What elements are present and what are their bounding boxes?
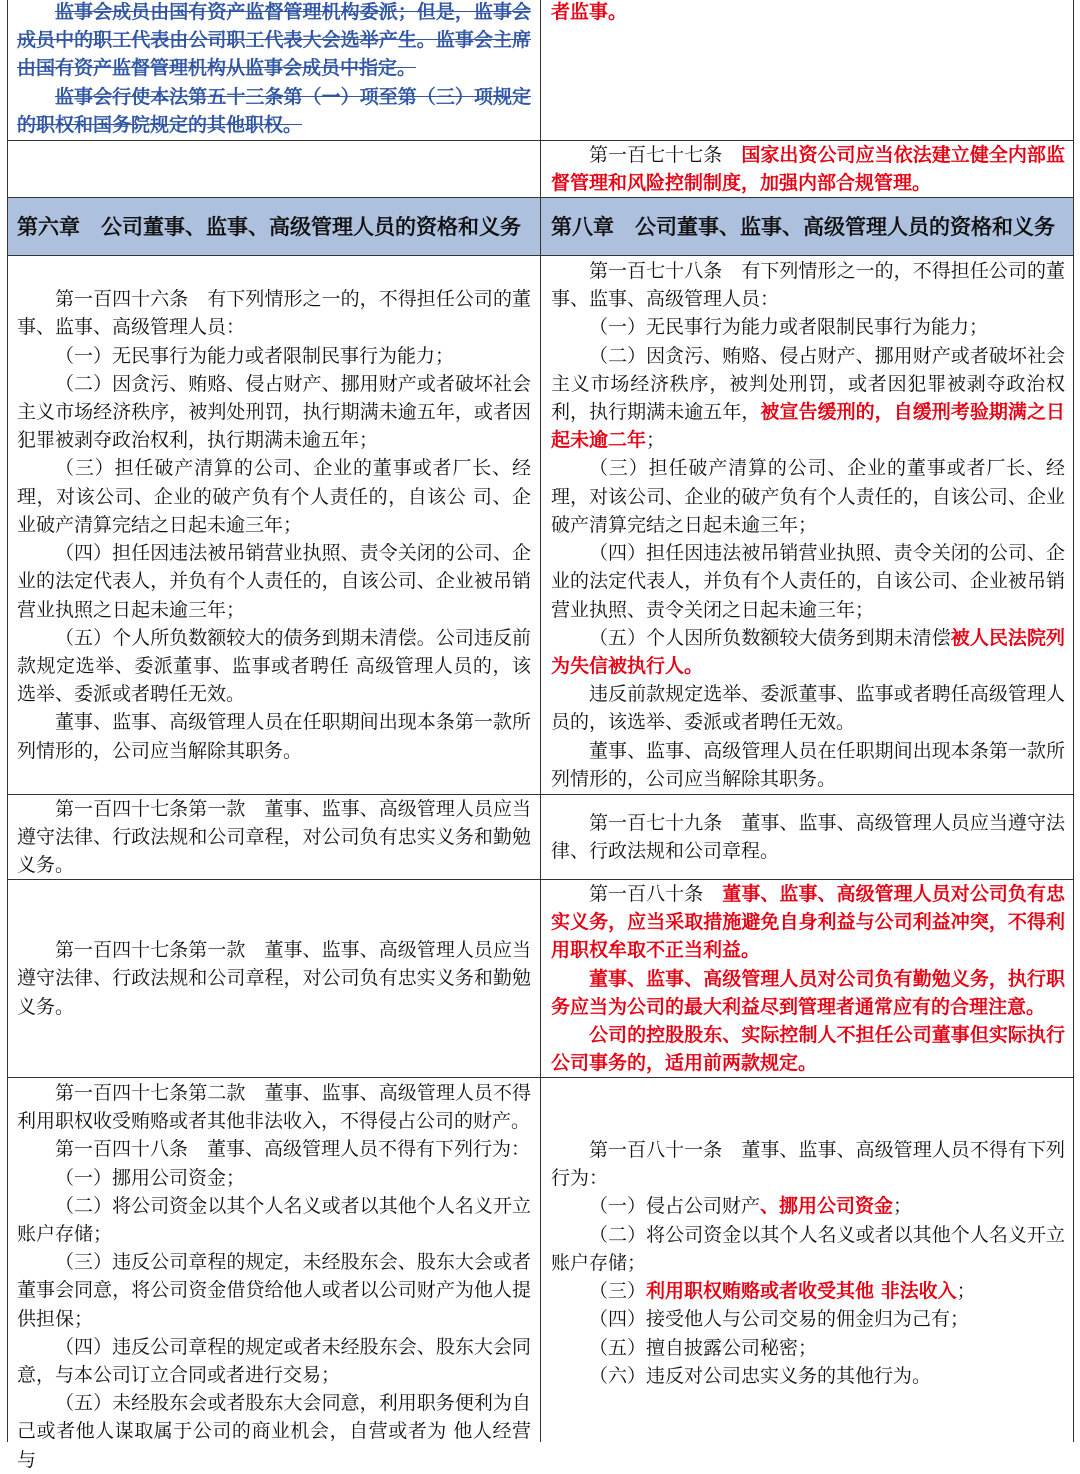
article-paragraph: 第一百四十六条 有下列情形之一的，不得担任公司的董事、监事、高级管理人员： xyxy=(17,288,531,339)
old-law-content xyxy=(17,285,531,764)
clause-paragraph: （二）将公司资金以其个人名义或者以其他个人名义开立账户存储； xyxy=(17,1194,531,1246)
clause-paragraph: （一）无民事行为能力或者限制民事行为能力； xyxy=(55,344,455,367)
clause-paragraph xyxy=(551,624,1065,680)
new-law-cell xyxy=(541,256,1074,794)
unchanged-text: （五）个人因所负数额较大债务到期未清偿 xyxy=(589,626,951,649)
row-chapter-header xyxy=(7,198,1074,256)
law-comparison-table xyxy=(7,0,1074,1471)
new-law-content xyxy=(551,880,1065,1077)
chapter-title-old: 第六章 公司董事、监事、高级管理人员的资格和义务 xyxy=(17,213,521,239)
row-prohibited-acts xyxy=(7,1078,1074,1471)
clause-paragraph: （二）因贪污、贿赂、侵占财产、挪用财产或者破坏社会主义市场经济秩序，被判处刑罚，执行期满未逾五年，或者因犯罪被剥夺政治权利，执行期满未逾五年； xyxy=(17,372,531,452)
clause-paragraph: 违反前款规定选举、委派董事、监事或者聘任高级管理人员的，该选举、委派或者聘任无效。 xyxy=(551,683,1065,734)
added-text: 被人民法院列为失信被执行人。 xyxy=(551,626,1065,677)
added-paragraph: 公司的控股股东、实际控制人不担任公司董事但实际执行公司事务的，适用前两款规定。 xyxy=(551,1024,1065,1075)
clause-paragraph: （四）违反公司章程的规定或者未经股东会、股东大会同意，与本公司订立合同或者进行交易； xyxy=(17,1335,531,1387)
clause-paragraph: （四）担任因违法被吊销营业执照、责令关闭的公司、企业的法定代表人，并负有个人责任的，自该公司、企业被吊销营业执照、责令关闭之日起未逾三年； xyxy=(551,542,1065,621)
clause-paragraph: （五）擅自披露公司秘密； xyxy=(589,1336,818,1359)
added-text: 利用职权贿赂或者收受其他 非法收入 xyxy=(646,1280,957,1303)
old-chapter-cell xyxy=(7,198,541,255)
unchanged-text: （二）因贪污、贿赂、侵占财产、挪用财产或者破坏社会主义市场经济秩序，被判处刑罚，或者因犯罪被剥夺政治权利，执行期满未逾五年， xyxy=(551,344,1065,424)
chapter-title-new: 第八章 公司董事、监事、高级管理人员的资格和义务 xyxy=(551,213,1055,239)
old-law-cell-empty xyxy=(7,141,541,197)
clause-paragraph: （五）个人所负数额较大的债务到期未清偿。公司违反前款规定选举、委派董事、监事或者聘任 高级管理人员的，该选举、委派或者聘任无效。 xyxy=(17,626,531,706)
clause-paragraph: （六）违反对公司忠实义务的其他行为。 xyxy=(589,1364,932,1387)
added-text: 被宣告缓刑的，自缓刑考验期满之日起未逾二年 xyxy=(551,401,1065,452)
unchanged-text: （三） xyxy=(589,1280,647,1303)
added-text: 国家出资公司应当依法建立健全内部监督管理和风险控制制度，加强内部合规管理。 xyxy=(551,144,1065,195)
new-law-content xyxy=(551,257,1065,793)
clause-paragraph: （二）将公司资金以其个人名义或者以其他个人名义开立账户存储； xyxy=(551,1223,1065,1274)
old-law-content xyxy=(17,0,531,139)
deleted-paragraph: 监事会成员由国有资产监督管理机构委派；但是，监事会成员中的职工代表由公司职工代表大会选举产生。监事会主席由国有资产监督管理机构从监事会成员中指定。 xyxy=(17,1,531,80)
new-law-cell xyxy=(541,0,1074,140)
clause-paragraph: （一）无民事行为能力或者限制民事行为能力； xyxy=(589,316,989,339)
added-text: 董事、监事、高级管理人员对公司负有忠实义务，应当采取措施避免自身利益与公司利益冲突，不得利用职权牟取不正当利益。 xyxy=(551,883,1065,962)
article-paragraph: 第一百四十七条第一款 董事、监事、高级管理人员应当遵守法律、行政法规和公司章程，对公司负有忠实义务和勤勉义务。 xyxy=(17,798,531,877)
clause-paragraph: （五）未经股东会或者股东大会同意，利用职务便利为自己或者他人谋取属于公司的商业机会，自营或者为 他人经营与 xyxy=(17,1392,531,1471)
article-paragraph xyxy=(551,880,1065,965)
clause-paragraph: 董事、监事、高级管理人员在任职期间出现本条第一款所列情形的，公司应当解除其职务。 xyxy=(551,739,1065,790)
clause-paragraph: （四）接受他人与公司交易的佣金归为己有； xyxy=(589,1308,970,1331)
clause-paragraph: 董事、监事、高级管理人员在任职期间出现本条第一款所列情形的，公司应当解除其职务。 xyxy=(17,711,531,762)
clause-paragraph: （三）担任破产清算的公司、企业的董事或者厂长、经理，对该公司、企业的破产负有个人责任的，自该公 司、企业破产清算完结之日起未逾三年； xyxy=(17,457,531,536)
old-law-cell xyxy=(7,1078,541,1471)
added-text: 者监事。 xyxy=(551,1,628,23)
row-article-177 xyxy=(7,141,1074,198)
article-paragraph: 第一百四十七条第一款 董事、监事、高级管理人员应当遵守法律、行政法规和公司章程，对公司负有忠实义务和勤勉义务。 xyxy=(17,939,531,1018)
clause-paragraph: （一）挪用公司资金； xyxy=(55,1166,246,1189)
article-paragraph: 第一百七十八条 有下列情形之一的，不得担任公司的董事、监事、高级管理人员： xyxy=(551,260,1065,311)
old-law-cell xyxy=(7,795,541,879)
clause-paragraph: （三）违反公司章程的规定，未经股东会、股东大会或者董事会同意，将公司资金借贷给他人或者以公司财产为他人提供担保； xyxy=(17,1251,531,1330)
article-paragraph: 第一百四十八条 董事、高级管理人员不得有下列行为： xyxy=(55,1138,531,1161)
old-law-cell xyxy=(7,880,541,1077)
article-number: 第一百八十条 xyxy=(589,883,723,905)
new-law-content xyxy=(551,0,1065,26)
unchanged-text: ； xyxy=(646,429,666,452)
continued-paragraph xyxy=(551,0,1065,26)
new-law-cell xyxy=(541,880,1074,1077)
clause-paragraph: （四）担任因违法被吊销营业执照、责令关闭的公司、企业的法定代表人，并负有个人责任的，自该公司、企业被吊销营业执照之日起未逾三年； xyxy=(17,542,531,621)
old-law-content xyxy=(17,1079,531,1474)
unchanged-text: ； xyxy=(893,1195,913,1218)
row-supervisors-continued xyxy=(7,0,1074,141)
old-law-cell xyxy=(7,0,541,140)
new-law-cell xyxy=(541,141,1074,197)
article-paragraph: 第一百四十七条第二款 董事、监事、高级管理人员不得利用职权收受贿赂或者其他非法收入，不得侵占公司的财产。 xyxy=(17,1082,531,1133)
added-paragraph: 董事、监事、高级管理人员对公司负有勤勉义务，执行职务应当为公司的最大利益尽到管理者通常应有的合理注意。 xyxy=(551,967,1065,1018)
old-law-cell xyxy=(7,256,541,794)
article-number: 第一百七十七条 xyxy=(589,144,742,166)
row-qualifications xyxy=(7,256,1074,795)
article-paragraph: 第一百八十一条 董事、监事、高级管理人员不得有下列行为： xyxy=(551,1139,1065,1190)
clause-paragraph: （三）担任破产清算的公司、企业的董事或者厂长、经理，对该公司、企业的破产负有个人责任的，自该公司、企业破产清算完结之日起未逾三年； xyxy=(551,457,1065,536)
clause-paragraph xyxy=(551,1192,1065,1220)
clause-paragraph xyxy=(551,342,1065,455)
new-law-cell xyxy=(541,1078,1074,1442)
unchanged-text: （一）侵占公司财产 xyxy=(589,1195,761,1218)
new-chapter-cell xyxy=(541,198,1074,255)
article-paragraph xyxy=(551,141,1065,197)
unchanged-text: ； xyxy=(956,1280,976,1303)
article-paragraph: 第一百七十九条 董事、监事、高级管理人员应当遵守法律、行政法规和公司章程。 xyxy=(551,811,1065,862)
deleted-paragraph: 监事会行使本法第五十三条第（一）项至第（三）项规定的职权和国务院规定的其他职权。 xyxy=(17,85,531,136)
clause-paragraph xyxy=(551,1277,1065,1305)
row-loyalty-diligence xyxy=(7,880,1074,1078)
new-law-content xyxy=(551,1136,1065,1390)
row-duties-general xyxy=(7,795,1074,880)
new-law-cell xyxy=(541,795,1074,879)
added-text: 、挪用公司资金 xyxy=(760,1195,894,1218)
